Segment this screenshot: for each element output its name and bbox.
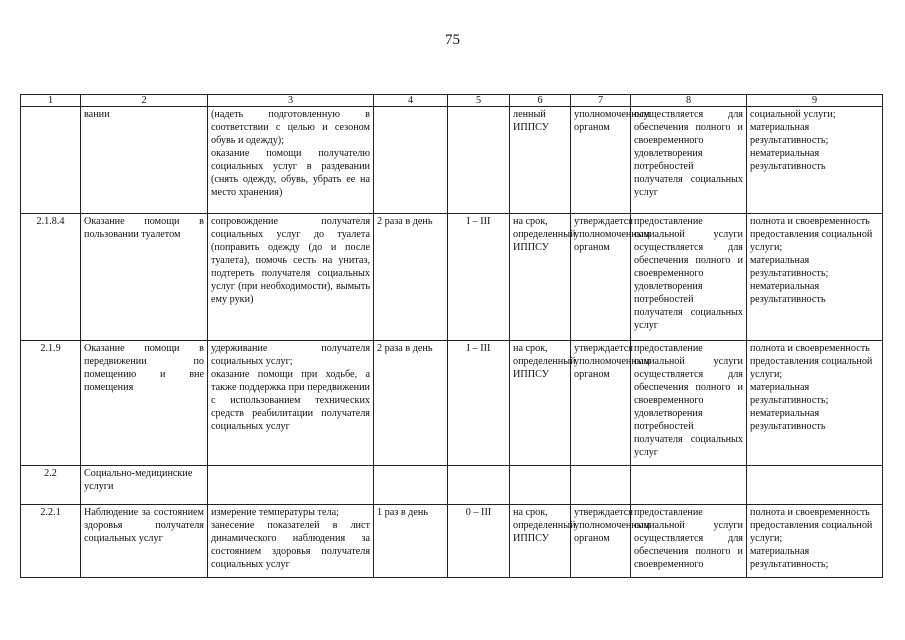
cell-volume: 2 раза в день (374, 214, 448, 341)
cell-service-name: вании (81, 107, 208, 214)
cell-tariff (571, 466, 631, 505)
cell-code: 2.2 (21, 466, 81, 505)
cell-volume: 1 раз в день (374, 505, 448, 578)
header-col-2: 2 (81, 95, 208, 107)
cell-group (448, 107, 510, 214)
cell-tariff: утверждается уполномоченным органом (571, 505, 631, 578)
cell-service-name: Социально-медицинские услуги (81, 466, 208, 505)
cell-quality: социальной услуги; материальная результативность; нематериальная результативность (747, 107, 883, 214)
services-table (20, 94, 883, 578)
header-col-4: 4 (374, 95, 448, 107)
header-col-9: 9 (747, 95, 883, 107)
cell-group (448, 466, 510, 505)
cell-code (21, 107, 81, 214)
cell-service-content: сопровождение получателя социальных услуг до туалета (поправить одежду (до и после туалета), помочь сесть на унитаз, подтереть получателя социальных услуг (при необходимости), вымыть ему руки) (208, 214, 374, 341)
cell-conditions: предоставление социальной услуги осуществляется для обеспечения полного и своевременного удовлетворения потребностей получателя социальных услуг (631, 341, 747, 466)
cell-term (510, 466, 571, 505)
cell-service-content: удерживание получателя социальных услуг; оказание помощи при ходьбе, а также поддержка при передвижении с использованием технических средств реабилитации получателя социальных услуг (208, 341, 374, 466)
cell-group: I – III (448, 214, 510, 341)
table-row (21, 341, 883, 466)
cell-quality: полнота и своевременность предоставления социальной услуги; материальная результативность; (747, 505, 883, 578)
cell-quality: полнота и своевременность предоставления социальной услуги; материальная результативность; нематериальная результативность (747, 341, 883, 466)
cell-conditions: осуществляется для обеспечения полного и своевременного удовлетворения потребностей получателя социальных услуг (631, 107, 747, 214)
cell-service-name: Наблюдение за состоянием здоровья получателя социальных услуг (81, 505, 208, 578)
cell-group: 0 – III (448, 505, 510, 578)
header-col-1: 1 (21, 95, 81, 107)
cell-code: 2.2.1 (21, 505, 81, 578)
cell-conditions: предоставление социальной услуги осуществляется для обеспечения полного и своевременного (631, 505, 747, 578)
table-row (21, 214, 883, 341)
page-number: 75 (445, 32, 460, 48)
cell-service-name: Оказание помощи в передвижении по помещению и вне помещения (81, 341, 208, 466)
cell-code: 2.1.8.4 (21, 214, 81, 341)
table-row-continuation (21, 107, 883, 214)
cell-conditions: предоставление социальной услуги осуществляется для обеспечения полного и своевременного удовлетворения потребностей получателя социальных услуг (631, 214, 747, 341)
cell-quality (747, 466, 883, 505)
header-col-6: 6 (510, 95, 571, 107)
cell-tariff: утверждается уполномоченным органом (571, 341, 631, 466)
cell-service-content (208, 466, 374, 505)
cell-volume (374, 107, 448, 214)
header-col-3: 3 (208, 95, 374, 107)
cell-volume: 2 раза в день (374, 341, 448, 466)
header-col-5: 5 (448, 95, 510, 107)
cell-conditions (631, 466, 747, 505)
cell-term: на срок, определенный ИППСУ (510, 341, 571, 466)
table-section-row (21, 466, 883, 505)
cell-tariff: утверждается уполномоченным органом (571, 214, 631, 341)
cell-term: ленный ИППСУ (510, 107, 571, 214)
cell-service-content: измерение температуры тела; занесение показателей в лист динамического наблюдения за состоянием здоровья получателя социальных услуг (208, 505, 374, 578)
cell-volume (374, 466, 448, 505)
table-row (21, 505, 883, 578)
cell-service-content: (надеть подготовленную в соответствии с целью и сезоном обувь и одежду); оказание помощи получателю социальных услуг в раздевании (снять одежду, обувь, убрать ее на место хранения) (208, 107, 374, 214)
cell-term: на срок, определенный ИППСУ (510, 214, 571, 341)
header-row (21, 95, 883, 107)
cell-service-name: Оказание помощи в пользовании туалетом (81, 214, 208, 341)
header-col-7: 7 (571, 95, 631, 107)
cell-tariff: уполномоченным органом (571, 107, 631, 214)
cell-quality: полнота и своевременность предоставления социальной услуги; материальная результативность; нематериальная результативность (747, 214, 883, 341)
header-col-8: 8 (631, 95, 747, 107)
cell-group: I – III (448, 341, 510, 466)
cell-term: на срок, определенный ИППСУ (510, 505, 571, 578)
cell-code: 2.1.9 (21, 341, 81, 466)
